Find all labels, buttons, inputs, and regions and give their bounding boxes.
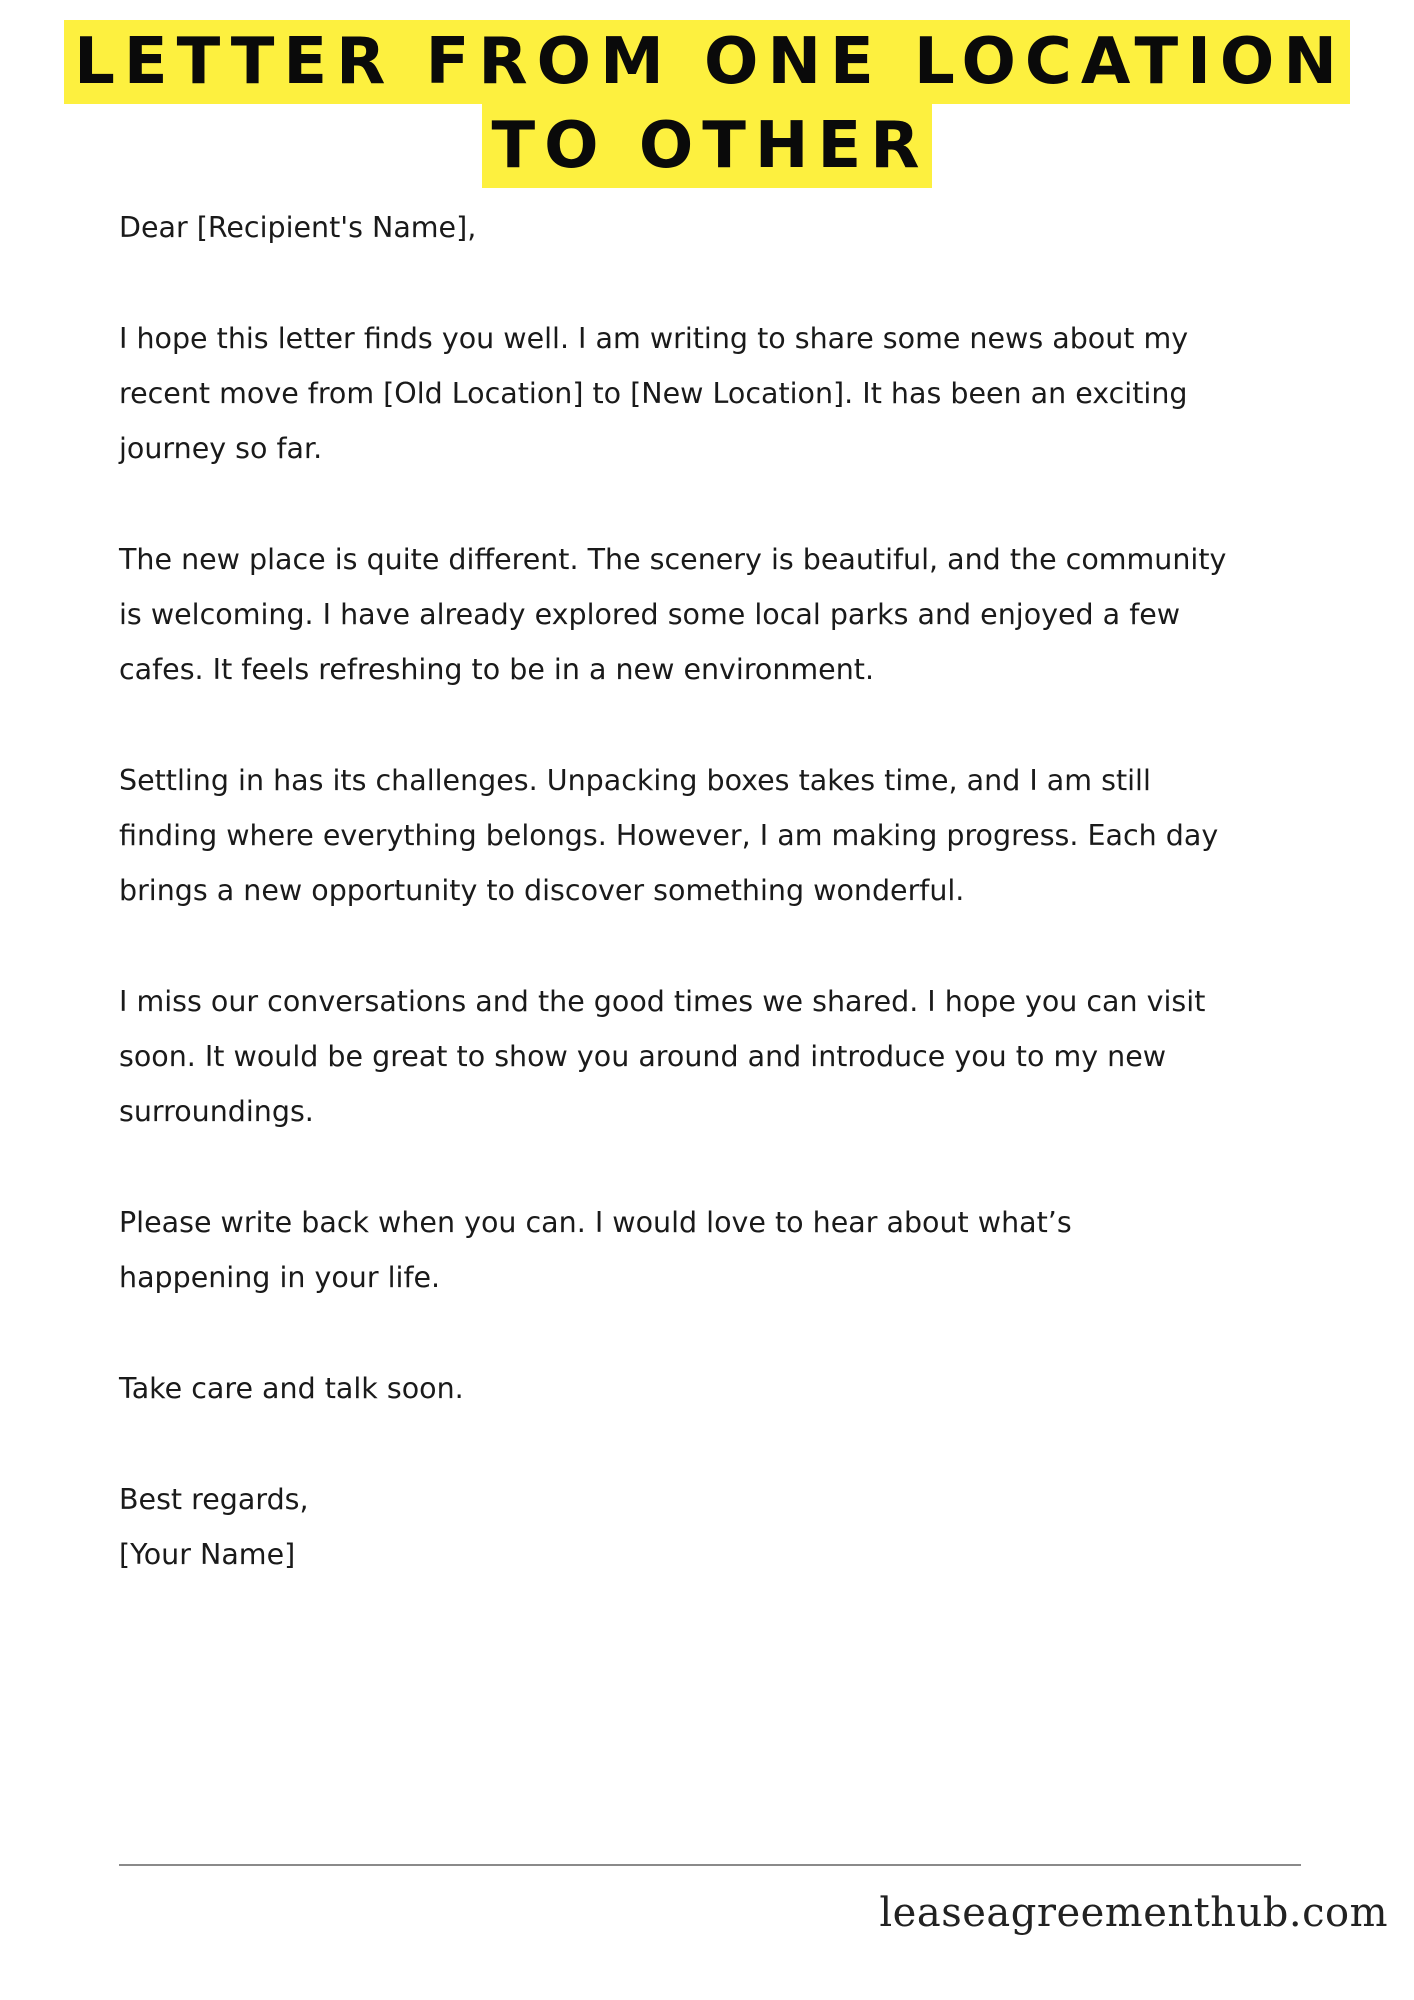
paragraph-2: The new place is quite different. The scenery is beautiful, and the community is welcoming. I have already explored some local parks and enjoyed a few cafes. It feels refreshing to be in a new environment. bbox=[119, 543, 1227, 686]
paragraph-6: Take care and talk soon. bbox=[119, 1372, 464, 1405]
closing: Best regards, bbox=[119, 1483, 309, 1516]
title-line-1: LETTER FROM ONE LOCATION bbox=[64, 20, 1350, 104]
page-title bbox=[0, 20, 1414, 188]
salutation: Dear [Recipient's Name], bbox=[119, 211, 477, 244]
letter-body bbox=[119, 200, 1309, 1582]
paragraph-3: Settling in has its challenges. Unpacking boxes takes time, and I am still finding where everything belongs. However, I am making progress. Each day brings a new opportunity to discover something wonderful. bbox=[119, 764, 1219, 907]
paragraph-5: Please write back when you can. I would love to hear about what’s happening in your life. bbox=[119, 1206, 1072, 1294]
signature: [Your Name] bbox=[119, 1538, 296, 1571]
paragraph-4: I miss our conversations and the good times we shared. I hope you can visit soon. It would be great to show you around and introduce you to my new surroundings. bbox=[119, 985, 1206, 1128]
title-line-2: TO OTHER bbox=[482, 104, 933, 188]
paragraph-1: I hope this letter finds you well. I am writing to share some news about my recent move from [Old Location] to [New Location]. It has been an exciting journey so far. bbox=[119, 322, 1189, 465]
footer-divider bbox=[119, 1864, 1301, 1866]
footer-website: leaseagreementhub.com bbox=[879, 1890, 1388, 1936]
